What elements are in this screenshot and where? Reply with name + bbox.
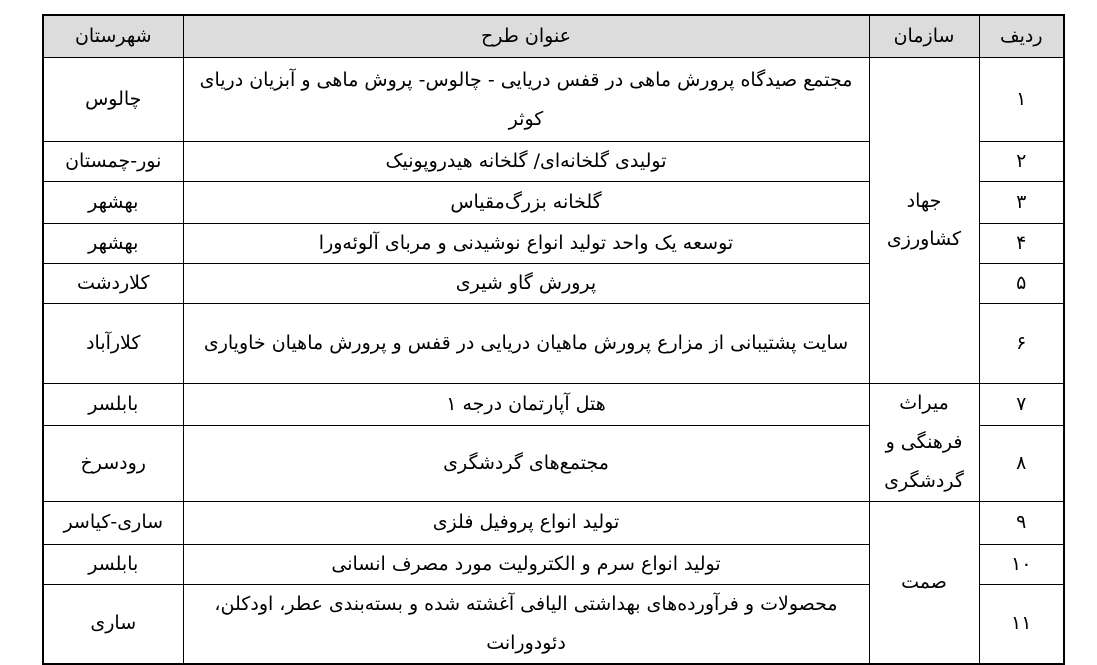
cell-organization: میراث فرهنگی و گردشگری	[869, 383, 979, 501]
cell-project-title: مجتمع صیدگاه پرورش ماهی در قفس دریایی - چالوس- پروش ماهی و آبزیان دریای کوثر	[183, 58, 869, 142]
cell-county: ساری	[43, 584, 183, 664]
cell-row-no: ۶	[979, 303, 1064, 383]
cell-project-title: تولیدی گلخانه‌ای/ گلخانه هیدروپونیک	[183, 142, 869, 182]
cell-organization: صمت	[869, 501, 979, 664]
header-row	[43, 15, 1064, 58]
cell-project-title: هتل آپارتمان درجه ۱	[183, 383, 869, 425]
table-row	[43, 501, 1064, 544]
cell-county: بابلسر	[43, 383, 183, 425]
table-row	[43, 383, 1064, 425]
projects-table-container	[42, 14, 1065, 665]
cell-county: بابلسر	[43, 544, 183, 584]
cell-county: رودسرخ	[43, 426, 183, 502]
cell-county: نور-چمستان	[43, 142, 183, 182]
cell-project-title: تولید انواع پروفیل فلزی	[183, 501, 869, 544]
table-header	[43, 15, 1064, 58]
cell-row-no: ۳	[979, 182, 1064, 224]
cell-row-no: ۷	[979, 383, 1064, 425]
header-county: شهرستان	[43, 15, 183, 58]
cell-organization: جهاد کشاورزی	[869, 58, 979, 384]
header-row-no: ردیف	[979, 15, 1064, 58]
table-body	[43, 58, 1064, 665]
cell-project-title: گلخانه بزرگ‌مقیاس	[183, 182, 869, 224]
cell-row-no: ۱۱	[979, 584, 1064, 664]
cell-county: ساری-کیاسر	[43, 501, 183, 544]
cell-project-title: تولید انواع سرم و الکترولیت مورد مصرف انسانی	[183, 544, 869, 584]
cell-project-title: پرورش گاو شیری	[183, 264, 869, 304]
cell-county: کلاردشت	[43, 264, 183, 304]
cell-project-title: توسعه یک واحد تولید انواع نوشیدنی و مربای آلوئه‌ورا	[183, 224, 869, 264]
cell-county: چالوس	[43, 58, 183, 142]
cell-county: بهشهر	[43, 182, 183, 224]
cell-project-title: مجتمع‌های گردشگری	[183, 426, 869, 502]
cell-row-no: ۸	[979, 426, 1064, 502]
header-organization: سازمان	[869, 15, 979, 58]
cell-county: کلارآباد	[43, 303, 183, 383]
projects-table	[42, 14, 1065, 665]
table-row	[43, 58, 1064, 142]
cell-project-title: سایت پشتیبانی از مزارع پرورش ماهیان دریایی در قفس و پرورش ماهیان خاویاری	[183, 303, 869, 383]
cell-county: بهشهر	[43, 224, 183, 264]
cell-row-no: ۱	[979, 58, 1064, 142]
cell-project-title: محصولات و فرآورده‌های بهداشتی الیافی آغشته شده و بسته‌بندی عطر، اودکلن، دئودورانت	[183, 584, 869, 664]
cell-row-no: ۴	[979, 224, 1064, 264]
cell-row-no: ۵	[979, 264, 1064, 304]
cell-row-no: ۹	[979, 501, 1064, 544]
cell-row-no: ۲	[979, 142, 1064, 182]
header-project-title: عنوان طرح	[183, 15, 869, 58]
cell-row-no: ۱۰	[979, 544, 1064, 584]
